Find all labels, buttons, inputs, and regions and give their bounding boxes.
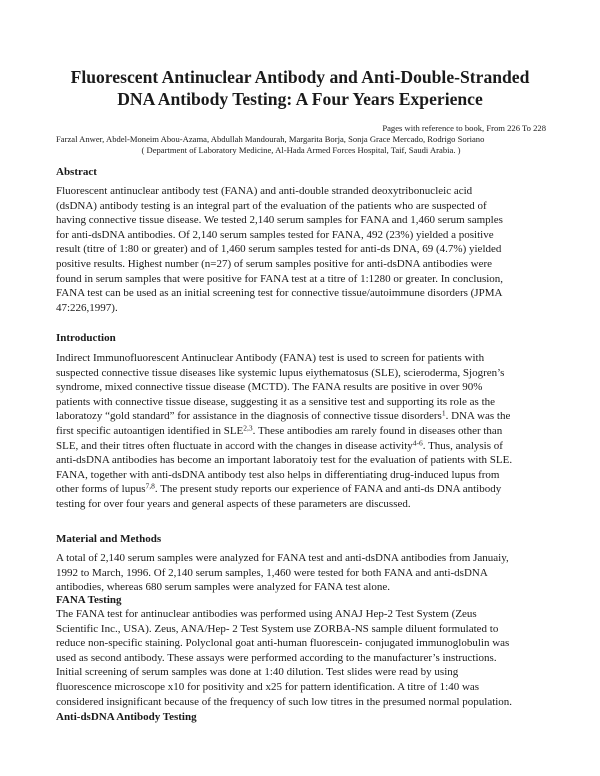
- abstract-line: 47:226,1997).: [56, 301, 118, 314]
- intro-line: FANA, together with anti-dsDNA antibody test also helps in differentiating drug-induced lupus from: [56, 468, 500, 481]
- fana-line: Scientific Inc., USA). Zeus, ANA/Hep- 2 Test System use ZORBA-NS sample diluent formulated to: [56, 622, 499, 635]
- anti-dsdna-testing-heading: Anti-dsDNA Antibody Testing: [56, 711, 197, 723]
- pages-note: Pages with reference to book, From 226 To 228: [382, 123, 546, 133]
- fana-line: fluorescence microscope x10 for positivity and x25 for pattern identification. A titre of 1:40 was: [56, 680, 480, 693]
- intro-text: . DNA was the: [445, 410, 511, 423]
- abstract-line: for anti-dsDNA antibodies. Of 2,140 serum samples tested for FANA, 492 (23%) yielded a positive: [56, 228, 494, 241]
- abstract-line: FANA test can be used as an initial screening test for connective tissue/autoimmune disorders (JPMA: [56, 287, 503, 300]
- methods-body: [56, 551, 548, 595]
- abstract-line: positive results. Highest number (n=27) of serum samples positive for anti-dsDNA antibodies were: [56, 257, 493, 270]
- methods-line: antibodies, whereas 680 serum samples were analyzed for FANA test alone.: [56, 581, 390, 594]
- fana-line: reduce non-specific staining. Polyclonal goat anti-human fluorescein- conjugated immunoglobulin was: [56, 637, 510, 650]
- intro-line: suspected connective tissue diseases like systemic lupus eiythematosus (SLE), scieroderma, Sjogren’s: [56, 366, 505, 379]
- methods-line: 1992 to March, 1996. Of 2,140 serum samples, 1,460 were tested for both FANA and anti-dsDNA: [56, 566, 488, 579]
- intro-line: [56, 409, 548, 424]
- intro-line: syndrome, mixed connective tissue disease (MCTD). The FANA results are positive in over 90%: [56, 381, 483, 394]
- abstract-heading: Abstract: [56, 166, 97, 178]
- title-line-1: Fluorescent Antinuclear Antibody and Anti-Double-Stranded: [70, 67, 530, 87]
- introduction-heading: Introduction: [56, 332, 116, 344]
- intro-line: [56, 424, 548, 439]
- citation-ref: 1: [441, 408, 446, 418]
- author-list: Farzal Anwer, Abdel-Moneim Abou-Azama, Abdullah Mandourah, Margarita Borja, Sonja Grace Mercado, Rodrigo Soriano: [56, 134, 485, 144]
- intro-text: first specific autoantigen identified in SLE: [56, 424, 244, 437]
- intro-text: SLE, and their titres often fluctuate in accord with the changes in disease activity: [56, 439, 413, 452]
- citation-ref: 4-6: [412, 438, 423, 448]
- abstract-body: [56, 184, 548, 315]
- intro-text: . These antibodies am rarely found in diseases other than: [252, 424, 503, 437]
- abstract-line: (dsDNA) antibody testing is an integral part of the evaluation of the patients who are suspected of: [56, 199, 487, 212]
- affiliation: ( Department of Laboratory Medicine, Al-Hada Armed Forces Hospital, Taif, Saudi Arabia. ): [141, 145, 461, 155]
- abstract-line: Fluorescent antinuclear antibody test (FANA) and anti-double stranded deoxytribonucleic acid: [56, 185, 473, 197]
- intro-line: patients with connective tissue disease, suggesting it as a sensitive test and supporting its role as the: [56, 395, 496, 408]
- citation-ref: 2,3: [243, 423, 253, 433]
- intro-text: other forms of lupus: [56, 483, 146, 496]
- article-title: [40, 66, 560, 110]
- abstract-line: having connective tissue disease. We tested 2,140 serum samples for FANA and 1,460 serum samples: [56, 214, 503, 227]
- introduction-body: [56, 351, 548, 512]
- methods-line: A total of 2,140 serum samples were analyzed for FANA test and anti-dsDNA antibodies from Januaiy,: [56, 552, 509, 564]
- abstract-line: result (titre of 1:80 or greater) and of 1,460 serum samples tested for anti-ds DNA, 69 (4.7%) yielded: [56, 243, 502, 256]
- intro-line: anti-dsDNA antibodies has become an important laboratoiy test for the evaluation of patients with SLE.: [56, 454, 513, 467]
- methods-heading: Material and Methods: [56, 533, 162, 545]
- fana-testing-body: [56, 607, 548, 709]
- fana-line: Initial screening of serum samples was done at 1:40 dilution. Test slides were read by using: [56, 666, 459, 679]
- intro-text: . Thus, analysis of: [422, 439, 503, 452]
- citation-ref: 7,8: [145, 481, 155, 491]
- fana-line: The FANA test for antinuclear antibodies was performed using ANAJ Hep-2 Test System (Zeus: [56, 608, 477, 620]
- intro-line: testing for over four years and general aspects of these parameters are discussed.: [56, 497, 411, 510]
- intro-line: [56, 439, 548, 454]
- intro-line: [56, 482, 548, 497]
- fana-testing-heading: FANA Testing: [56, 594, 122, 606]
- abstract-line: found in serum samples that were positive for FANA test at a titre of 1:1280 or greater. In conclusion,: [56, 272, 504, 285]
- intro-text: . The present study reports our experience of FANA and anti-ds DNA antibody: [154, 483, 502, 496]
- intro-line: Indirect Immunofluorescent Antinuclear Antibody (FANA) test is used to screen for patients with: [56, 352, 485, 364]
- fana-line: used as second antibody. These assays were performed according to the manufacturer’s instructions.: [56, 651, 497, 664]
- intro-text: laboratozy “gold standard” for assistance in the diagnosis of connective tissue disorders: [56, 410, 442, 423]
- fana-line: considered insignificant because of the frequency of such low titres in the presumed normal population.: [56, 695, 513, 708]
- title-line-2: DNA Antibody Testing: A Four Years Experience: [117, 89, 483, 109]
